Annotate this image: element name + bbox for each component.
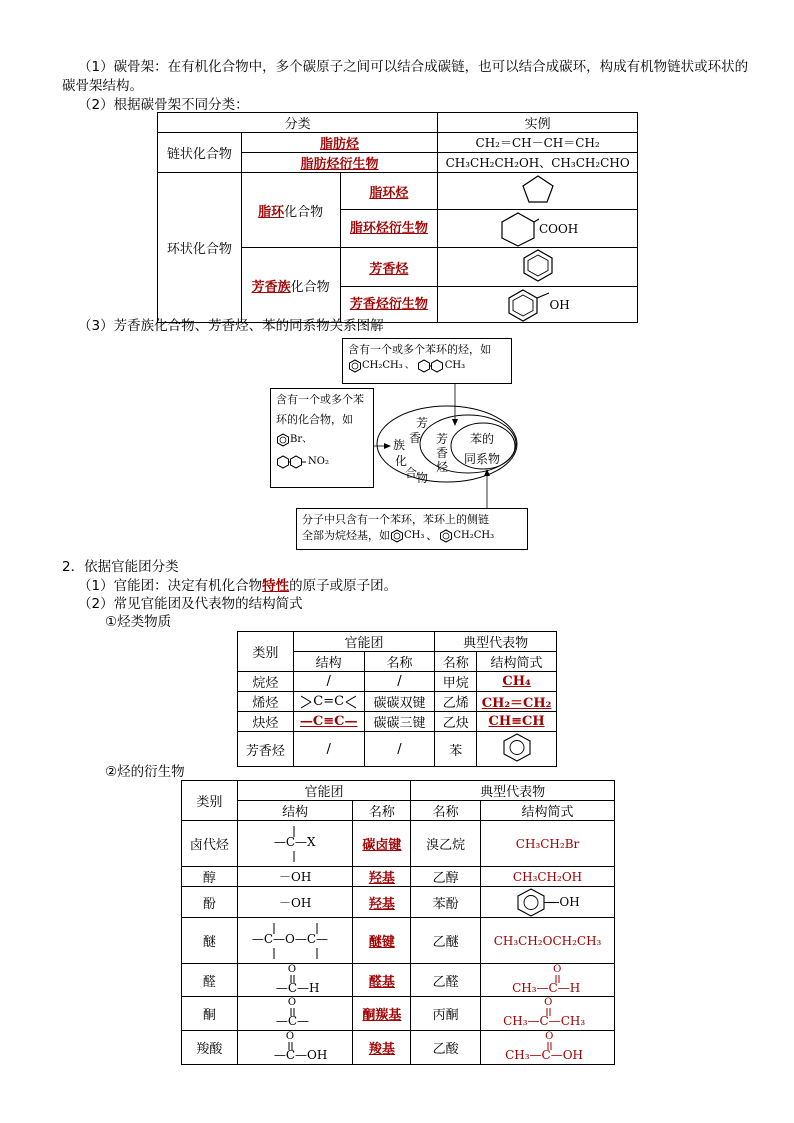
header-representative: 典型代表物	[435, 632, 557, 652]
middle-char-2: 烃	[436, 460, 449, 474]
row-name: 羟基	[353, 867, 411, 887]
row-type: 酚	[182, 887, 238, 918]
alicyclic-hydrocarbon: 脂环烃	[340, 173, 438, 210]
row-structure: C=C	[293, 692, 364, 712]
derivative-table	[181, 780, 615, 1065]
relationship-diagram	[270, 336, 530, 552]
alicyclic-compound: 脂环化合物	[241, 173, 340, 248]
row-name: /	[364, 672, 435, 692]
inner-text-2: 同系物	[464, 452, 501, 466]
row-type: 醚	[182, 918, 238, 964]
middle-char-0: 芳	[436, 432, 449, 446]
table-row	[182, 964, 615, 997]
row-rep-name: 乙炔	[435, 712, 477, 732]
aromatic-compound: 芳香族化合物	[241, 248, 340, 323]
table-row	[238, 692, 557, 712]
row-name: 碳卤键	[353, 821, 411, 867]
outer-char-0: 芳	[416, 416, 429, 430]
row-name: 酮羰基	[353, 997, 411, 1031]
benzene-icon	[276, 433, 290, 447]
row-formula: CH₃CH₂Br	[481, 821, 615, 867]
row-formula: CH₄	[477, 672, 557, 692]
row-structure: —C—O—C—	[237, 918, 353, 964]
row-type: 醇	[182, 867, 238, 887]
chain-example-2: CH₃CH₂CH₂OH、CH₃CH₂CHO	[438, 153, 638, 173]
skeleton-table	[157, 112, 638, 323]
aliphatic-derivative: 脂肪烃衍生物	[241, 153, 437, 173]
header-structure: 结构	[293, 652, 364, 672]
table-row	[182, 821, 615, 867]
header-structure: 结构	[237, 801, 353, 821]
box-left-example2: NO₂	[276, 454, 368, 470]
header-functional-group: 官能团	[237, 781, 410, 801]
row-name: 羧基	[353, 1031, 411, 1065]
row-rep-name: 苯	[435, 732, 477, 767]
row-structure: O —C—	[237, 997, 353, 1031]
row-type: 烯烃	[238, 692, 294, 712]
header-name: 名称	[364, 652, 435, 672]
row-structure: —C—X	[237, 821, 353, 867]
outer-char-1: 香	[409, 431, 422, 445]
outer-char-2: 族	[393, 438, 406, 452]
row-type: 羧酸	[182, 1031, 238, 1065]
header-formula: 结构简式	[477, 652, 557, 672]
hydrocarbon-table	[237, 631, 557, 767]
box-top-text: 含有一个或多个苯环的烃，如	[348, 343, 491, 356]
aromatic-hydrocarbon: 芳香烃	[340, 248, 438, 287]
section-2-title: 2．依据官能团分类	[62, 559, 179, 575]
chain-example-1: CH₂＝CH－CH＝CH₂	[438, 133, 638, 153]
intro-paragraph-1: （1）碳骨架：在有机化合物中，多个碳原子之间可以结合成碳链，也可以结合成碳环，构成有机物链状或环状的碳骨架结构。	[62, 59, 749, 94]
box-bottom-line2: 全部为烷烃基，如 CH₃ 、 CH₂CH₃	[302, 529, 495, 542]
row-name: 碳碳三键	[364, 712, 435, 732]
row-type: 酮	[182, 997, 238, 1031]
section-2-p1: （1）官能团：决定有机化合物特性的原子或原子团。	[78, 578, 398, 594]
row-rep-name: 乙醇	[411, 867, 481, 887]
cyclopentane-structure	[438, 173, 638, 210]
phenol-structure: OH	[481, 887, 615, 918]
table-row	[182, 887, 615, 918]
table-row	[238, 732, 557, 767]
header-representative: 典型代表物	[411, 781, 615, 801]
row-formula: O CH₃—C—OH	[481, 1031, 615, 1065]
section-2-p2: （2）常见官能团及代表物的结构简式	[78, 596, 303, 612]
benzene-structure	[477, 732, 557, 767]
row-structure: O —C—H	[237, 964, 353, 997]
header-rep-name: 名称	[435, 652, 477, 672]
phenol-structure: OH	[438, 287, 638, 323]
box-benzene-homologs	[296, 508, 528, 550]
header-functional-group: 官能团	[293, 632, 435, 652]
row-name: 醚键	[353, 918, 411, 964]
benzene-icon	[348, 359, 362, 373]
row-type: 卤代烃	[182, 821, 238, 867]
header-formula: 结构简式	[481, 801, 615, 821]
aliphatic-hydrocarbon: 脂肪烃	[241, 133, 437, 153]
alicyclic-derivative: 脂环烃衍生物	[340, 210, 438, 248]
outer-char-3: 化	[395, 454, 408, 468]
row-rep-name: 甲烷	[435, 672, 477, 692]
ring-compound: 环状化合物	[158, 173, 242, 323]
box-top-examples: CH₂CH₃ 、 CH₃	[348, 358, 506, 374]
row-structure: —C≡C—	[293, 712, 364, 732]
biphenyl-icon	[276, 455, 308, 469]
header-type: 类别	[182, 781, 238, 821]
row-formula: CH₂＝CH₂	[477, 692, 557, 712]
intro-paragraph-2: （2）根据碳骨架不同分类：	[78, 97, 249, 113]
header-type: 类别	[238, 632, 294, 672]
header-example: 实例	[438, 113, 638, 133]
row-rep-name: 丙酮	[411, 997, 481, 1031]
inner-text-1: 苯的	[470, 432, 495, 446]
middle-char-1: 香	[436, 446, 449, 460]
row-rep-name: 乙醛	[411, 964, 481, 997]
benzene-icon	[439, 529, 453, 543]
row-rep-name: 溴乙烷	[411, 821, 481, 867]
biphenyl-icon	[417, 359, 445, 373]
sub-heading-derivatives: ②烃的衍生物	[105, 764, 185, 780]
row-name: 碳碳双键	[364, 692, 435, 712]
row-formula: CH₃CH₂OCH₂CH₃	[481, 918, 615, 964]
table-row	[238, 672, 557, 692]
header-name: 名称	[353, 801, 411, 821]
row-structure: －OH	[237, 887, 353, 918]
row-formula: CH₃CH₂OH	[481, 867, 615, 887]
table-row	[182, 997, 615, 1031]
header-rep-name: 名称	[411, 801, 481, 821]
outer-char-5: 物	[416, 471, 429, 485]
diagram-heading: （3）芳香族化合物、芳香烃、苯的同系物关系图解	[78, 318, 384, 334]
row-rep-name: 乙酸	[411, 1031, 481, 1065]
benzene-icon	[390, 529, 404, 543]
cyclohexane-cooh-structure: COOH	[438, 210, 638, 248]
table-row	[238, 712, 557, 732]
row-structure: －OH	[237, 867, 353, 887]
row-type: 芳香烃	[238, 732, 294, 767]
box-left-line1: 含有一个或多个苯	[276, 393, 364, 406]
sub-heading-hydrocarbons: ①烃类物质	[105, 614, 172, 630]
box-bottom-line1: 分子中只含有一个苯环，苯环上的侧链	[302, 513, 489, 526]
box-left-example1: Br、	[276, 432, 368, 448]
box-left-line2: 环的化合物，如	[276, 413, 353, 426]
box-aromatic-compound	[270, 388, 374, 488]
row-rep-name: 苯酚	[411, 887, 481, 918]
row-name: 醛基	[353, 964, 411, 997]
row-formula: O CH₃—C—CH₃	[481, 997, 615, 1031]
outer-char-4: 合	[405, 466, 418, 480]
row-structure: O —C—OH	[237, 1031, 353, 1065]
row-structure: /	[293, 672, 364, 692]
row-name: 羟基	[353, 887, 411, 918]
chain-compound: 链状化合物	[158, 133, 242, 173]
row-rep-name: 乙醚	[411, 918, 481, 964]
table-row	[182, 1031, 615, 1065]
aromatic-derivative: 芳香烃衍生物	[340, 287, 438, 323]
header-class: 分类	[158, 113, 438, 133]
row-name: /	[364, 732, 435, 767]
table-row	[182, 867, 615, 887]
row-formula: O CH₃—C—H	[481, 964, 615, 997]
row-formula: CH≡CH	[477, 712, 557, 732]
benzene-structure	[438, 248, 638, 287]
row-type: 烷烃	[238, 672, 294, 692]
row-type: 炔烃	[238, 712, 294, 732]
box-aromatic-hydrocarbon	[342, 338, 512, 384]
table-row	[182, 918, 615, 964]
row-structure: /	[293, 732, 364, 767]
row-rep-name: 乙烯	[435, 692, 477, 712]
row-type: 醛	[182, 964, 238, 997]
